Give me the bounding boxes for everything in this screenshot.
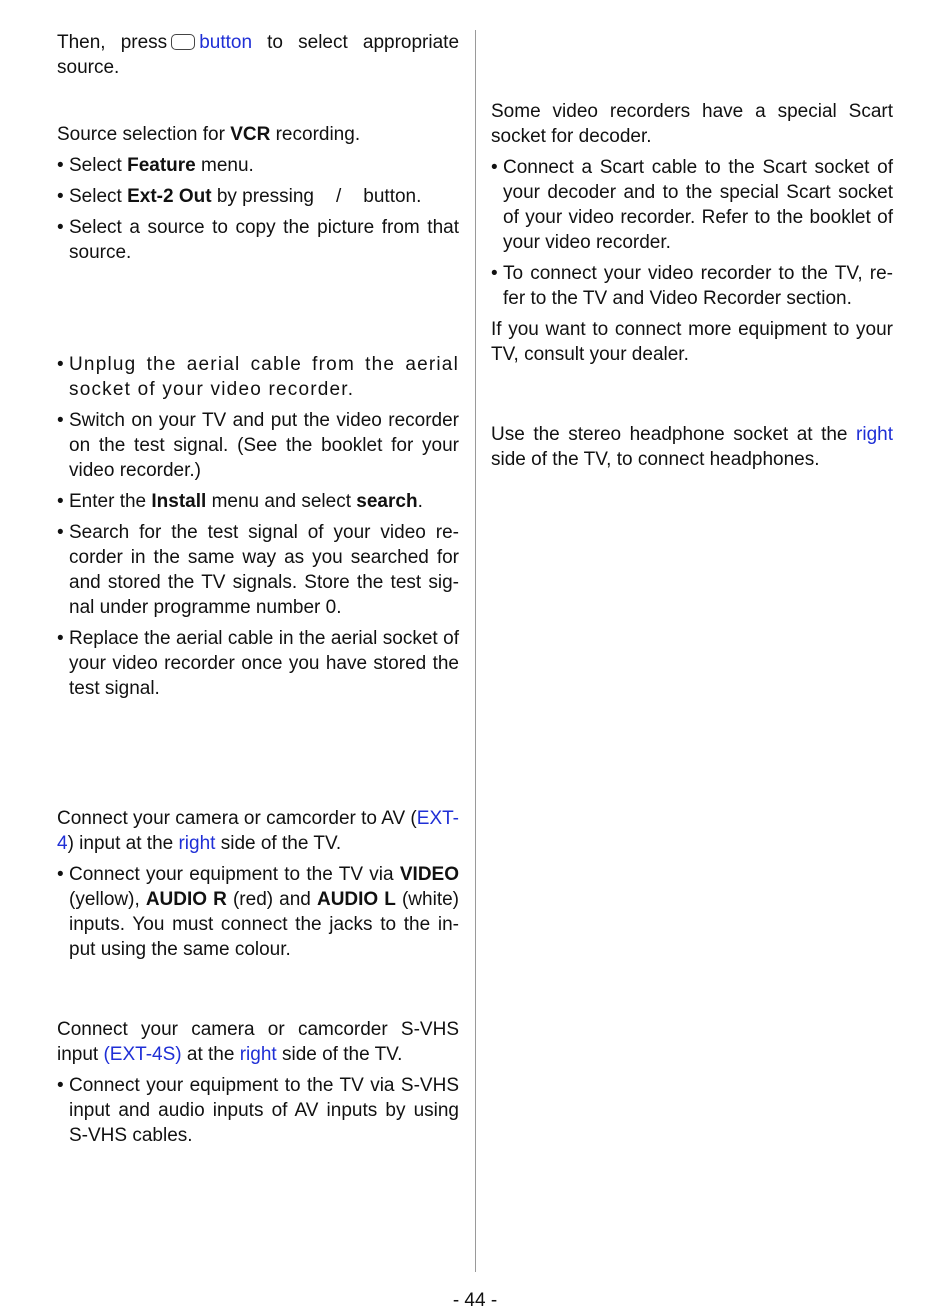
right-word: right bbox=[856, 424, 894, 445]
camera-av-intro bbox=[57, 806, 459, 856]
page-number: - 44 - bbox=[452, 1290, 498, 1311]
search-step-2 bbox=[57, 408, 459, 483]
camera-av-list bbox=[57, 862, 459, 962]
column-divider bbox=[475, 30, 476, 1272]
search-step-2-text: Switch on your TV and put the video recorder on the test signal. (See the booklet for your video recorder.) bbox=[69, 410, 459, 481]
search-step-1 bbox=[57, 352, 459, 402]
search-step-1-text: Unplug the aerial cable from the aerial socket of your video recorder. bbox=[69, 354, 459, 400]
source-select-text-2: to select appropriate source. bbox=[57, 32, 460, 78]
camera-av-step-text-3: (red) and bbox=[232, 889, 311, 910]
search-step-5 bbox=[57, 626, 459, 701]
camera-av-step-text-4: (white) inputs. You must connect the jacks to the in-put using the same colour. bbox=[69, 889, 459, 960]
vcr-step-2 bbox=[57, 184, 459, 209]
search-step-3 bbox=[57, 489, 459, 514]
search-step-4 bbox=[57, 520, 459, 620]
camera-svhs-intro bbox=[57, 1017, 459, 1067]
headphone-text-1: Use the stereo headphone socket at the bbox=[491, 424, 848, 445]
source-select-text-1: Then, press bbox=[57, 32, 168, 53]
ok-button-icon bbox=[171, 34, 195, 50]
camera-svhs-text-1: Connect your camera or camcorder S-VHS input bbox=[57, 1019, 459, 1065]
camera-svhs-text-3: side of the TV. bbox=[281, 1044, 403, 1065]
vcr-source-section bbox=[57, 122, 459, 265]
camera-svhs-step-text: Connect your equipment to the TV via S-VHS input and audio inputs of AV inputs by using S-VHS cables. bbox=[69, 1075, 459, 1146]
vcr-step-2-text: Select bbox=[69, 186, 122, 207]
search-step-5-text: Replace the aerial cable in the aerial socket of your video recorder once you have stored the test signal. bbox=[69, 628, 459, 699]
more-equipment-paragraph: If you want to connect more equipment to your TV, consult your dealer. bbox=[491, 319, 893, 365]
camera-svhs-section bbox=[57, 1017, 459, 1148]
button-word: button bbox=[199, 32, 253, 53]
headphone-text-2: side of the TV, to connect headphones. bbox=[491, 449, 820, 470]
vcr-intro-end: recording. bbox=[275, 124, 361, 145]
right-word: right bbox=[239, 1044, 277, 1065]
search-step-3-mid: menu and select bbox=[211, 491, 351, 512]
install-keyword: Install bbox=[151, 491, 207, 512]
camera-av-text-2: ) input at the bbox=[67, 833, 174, 854]
decoder-step-2 bbox=[491, 261, 893, 311]
decoder-section bbox=[491, 99, 893, 367]
search-step-3-text: Enter the bbox=[69, 491, 147, 512]
vcr-step-2-end: button. bbox=[363, 186, 422, 207]
vcr-step-3-text: Select a source to copy the picture from that source. bbox=[69, 217, 459, 263]
headphone-paragraph bbox=[491, 422, 893, 472]
vcr-step-2-mid: by pressing bbox=[216, 186, 314, 207]
vcr-steps-list bbox=[57, 153, 459, 265]
audio-r-keyword: AUDIO R bbox=[145, 889, 227, 910]
decoder-list bbox=[491, 155, 893, 311]
decoder-intro: Some video recorders have a special Scart socket for decoder. bbox=[491, 101, 893, 147]
video-keyword: VIDEO bbox=[399, 864, 459, 885]
search-step-3-end: . bbox=[417, 491, 423, 512]
search-keyword: search bbox=[356, 491, 418, 512]
vcr-step-3 bbox=[57, 215, 459, 265]
camera-svhs-step-1 bbox=[57, 1073, 459, 1148]
ext4s-link: (EXT-4S) bbox=[103, 1044, 182, 1065]
search-steps-list bbox=[57, 352, 459, 701]
search-step-4-text: Search for the test signal of your video re-corder in the same way as you searched for and stored the TV signals. Store the test sig-nal under programme number 0. bbox=[69, 522, 459, 618]
camera-av-step-text-2: (yellow), bbox=[69, 889, 140, 910]
ext4-link: EXT-4 bbox=[57, 808, 459, 854]
decoder-step-1-text: Connect a Scart cable to the Scart socket of your decoder and to the special Scart socket of your video recorder. Refer to the booklet of your video recorder. bbox=[503, 157, 893, 253]
camera-av-text-3: side of the TV. bbox=[220, 833, 342, 854]
camera-svhs-text-2: at the bbox=[186, 1044, 235, 1065]
right-word: right bbox=[178, 833, 216, 854]
vcr-step-1-text: Select bbox=[69, 155, 122, 176]
camera-av-step-text-1: Connect your equipment to the TV via bbox=[69, 864, 394, 885]
camera-av-text-1: Connect your camera or camcorder to AV ( bbox=[57, 808, 417, 829]
source-select-section bbox=[57, 30, 459, 80]
camera-av-section bbox=[57, 806, 459, 962]
decoder-step-1 bbox=[491, 155, 893, 255]
camera-svhs-list bbox=[57, 1073, 459, 1148]
vcr-keyword: VCR bbox=[230, 124, 271, 145]
vcr-step-1 bbox=[57, 153, 459, 178]
decoder-step-2-text: To connect your video recorder to the TV, re-fer to the TV and Video Recorder section. bbox=[503, 263, 893, 309]
ext2-out-keyword: Ext-2 Out bbox=[127, 186, 212, 207]
source-select-paragraph bbox=[57, 30, 459, 80]
search-test-signal-section bbox=[57, 346, 459, 701]
feature-keyword: Feature bbox=[127, 155, 196, 176]
slash-text: / bbox=[336, 186, 342, 207]
camera-av-step-1 bbox=[57, 862, 459, 962]
vcr-step-1-end: menu. bbox=[201, 155, 254, 176]
vcr-intro bbox=[57, 122, 459, 147]
audio-l-keyword: AUDIO L bbox=[316, 889, 396, 910]
headphone-section bbox=[491, 422, 893, 472]
vcr-intro-text: Source selection for bbox=[57, 124, 225, 145]
